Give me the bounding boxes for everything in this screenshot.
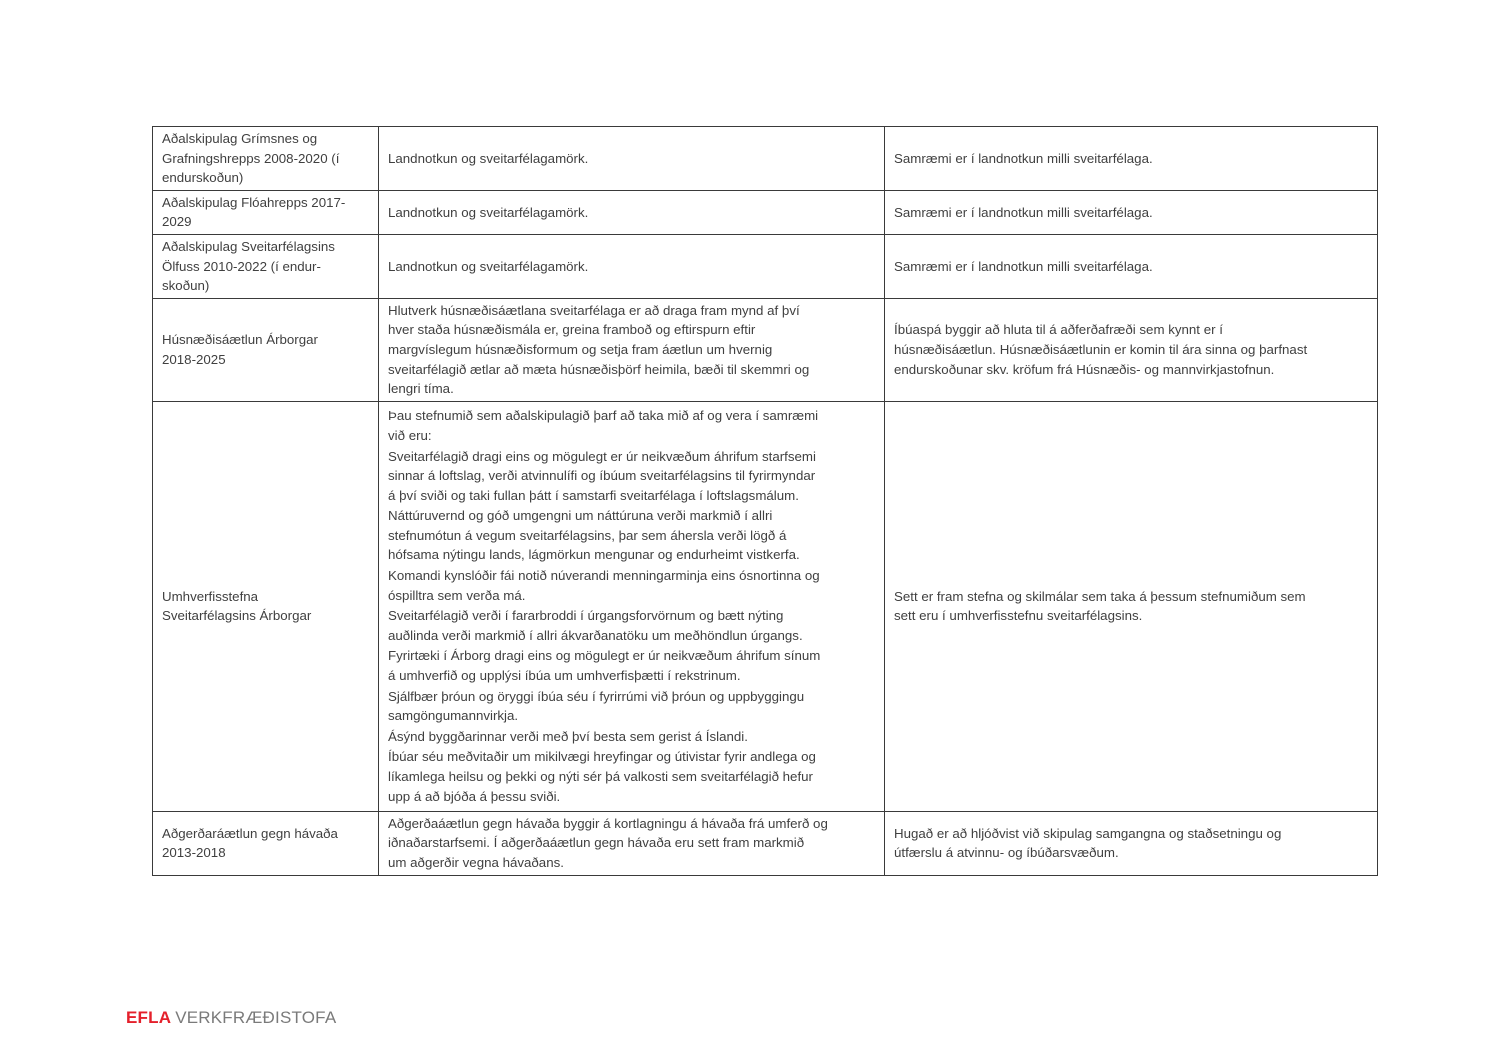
table-row bbox=[153, 811, 1378, 875]
plan-name: Aðalskipulag Sveitarfélagsins Ölfuss 2010-2022 (í endur- skoðun) bbox=[162, 238, 335, 294]
plan-evaluation: Samræmi er í landnotkun milli sveitarfélaga. bbox=[894, 204, 1153, 220]
table-row bbox=[153, 234, 1378, 298]
plan-name: Aðalskipulag Flóahrepps 2017- 2029 bbox=[162, 194, 346, 230]
plan-content-cell bbox=[379, 234, 885, 298]
plan-content-paragraph: Sveitarfélagið dragi eins og mögulegt er úr neikvæðum áhrifum starfsemi sinnar á loftslag, verði atvinnulífi og íbúum sveitarfélagsins til fyrirmyndar á því sviði og taki fullan þátt í samstarfi sveitarfélaga í loftslagsmálum. bbox=[388, 448, 816, 503]
plan-name: Umhverfisstefna Sveitarfélagsins Árborgar bbox=[162, 588, 312, 624]
plan-content-paragraph: Komandi kynslóðir fái notið núverandi menningarminja eins ósnortinna og óspilltra sem verða má. bbox=[388, 568, 820, 603]
plan-content-cell bbox=[379, 298, 885, 401]
table-row bbox=[153, 401, 1378, 811]
plan-content-paragraph: Landnotkun og sveitarfélagamörk. bbox=[388, 204, 589, 220]
brand-subtitle: VERKFRÆÐISTOFA bbox=[175, 1008, 337, 1027]
plan-name-cell bbox=[153, 234, 379, 298]
plan-content-paragraph: Landnotkun og sveitarfélagamörk. bbox=[388, 258, 589, 274]
plan-content-paragraph: Náttúruvernd og góð umgengni um náttúruna verði markmið í allri stefnumótun á vegum sveitarfélagsins, þar sem áhersla verði lögð á hófsama nýtingu lands, lágmörkun mengunar og endurheimt vistkerfa. bbox=[388, 508, 800, 563]
plan-name-cell bbox=[153, 298, 379, 401]
plan-evaluation-cell bbox=[885, 298, 1378, 401]
company-logo bbox=[126, 1008, 336, 1028]
plan-content-paragraph: Ásýnd byggðarinnar verði með því besta sem gerist á Íslandi. bbox=[388, 728, 748, 744]
plan-evaluation: Samræmi er í landnotkun milli sveitarfélaga. bbox=[894, 150, 1153, 166]
plan-content-paragraph: Sjálfbær þróun og öryggi íbúa séu í fyrirrúmi við þróun og uppbyggingu samgöngumannvirkja. bbox=[388, 688, 805, 724]
plan-evaluation: Sett er fram stefna og skilmálar sem taka á þessum stefnumiðum sem sett eru í umhverfisstefnu sveitarfélagsins. bbox=[894, 588, 1306, 624]
plan-evaluation-cell bbox=[885, 811, 1378, 875]
plan-content-paragraph: Þau stefnumið sem aðalskipulagið þarf að taka mið af og vera í samræmi við eru: bbox=[388, 408, 819, 443]
plan-content-cell bbox=[379, 127, 885, 191]
plan-content-cell bbox=[379, 190, 885, 234]
plan-name: Aðalskipulag Grímsnes og Grafningshrepps 2008-2020 (í endurskoðun) bbox=[162, 131, 340, 186]
plan-evaluation-cell bbox=[885, 401, 1378, 811]
plan-content-paragraph: Aðgerðaáætlun gegn hávaða byggir á kortlagningu á hávaða frá umferð og iðnaðarstarfsemi. Í aðgerðaáætlun gegn hávaða eru sett fram markmið um aðgerðir vegna hávaðans. bbox=[388, 815, 828, 870]
plan-content-cell bbox=[379, 811, 885, 875]
plan-evaluation-cell bbox=[885, 190, 1378, 234]
plan-name: Aðgerðaráætlun gegn hávaða 2013-2018 bbox=[162, 825, 338, 861]
plan-content-paragraph: Hlutverk húsnæðisáætlana sveitarfélaga er að draga fram mynd af því hver staða húsnæðismála er, greina framboð og eftirspurn eftir margvíslegum húsnæðisformum og setja fram áætlun um hvernig sveitarfélagið ætlar að mæta húsnæðisþörf heimila, bæði til skemmri og lengri tíma. bbox=[388, 302, 810, 397]
plan-content-cell bbox=[379, 401, 885, 811]
plan-evaluation-cell bbox=[885, 127, 1378, 191]
plan-name-cell bbox=[153, 811, 379, 875]
plans-comparison-table bbox=[152, 126, 1378, 876]
plan-evaluation: Íbúaspá byggir að hluta til á aðferðafræði sem kynnt er í húsnæðisáætlun. Húsnæðisáætlunin er komin til ára sinna og þarfnast endurskoðunar skv. kröfum frá Húsnæðis- og mannvirkjastofnun. bbox=[894, 322, 1308, 377]
plan-content-paragraph: Íbúar séu meðvitaðir um mikilvægi hreyfingar og útivistar fyrir andlega og líkamlega heilsu og þekki og nýti sér þá valkosti sem sveitarfélagið hefur upp á að bjóða á þessu sviði. bbox=[388, 749, 816, 804]
plan-name: Húsnæðisáætlun Árborgar 2018-2025 bbox=[162, 332, 318, 367]
plan-name-cell bbox=[153, 190, 379, 234]
plan-content-paragraph: Fyrirtæki í Árborg dragi eins og mögulegt er úr neikvæðum áhrifum sínum á umhverfið og upplýsi íbúa um umhverfisþætti í rekstrinum. bbox=[388, 648, 821, 684]
brand-name: EFLA bbox=[126, 1008, 172, 1027]
plan-evaluation: Hugað er að hljóðvist við skipulag samgangna og staðsetningu og útfærslu á atvinnu- og íbúðarsvæðum. bbox=[894, 825, 1282, 861]
table-row bbox=[153, 190, 1378, 234]
table-row bbox=[153, 127, 1378, 191]
plan-content-paragraph: Landnotkun og sveitarfélagamörk. bbox=[388, 150, 589, 166]
plan-evaluation: Samræmi er í landnotkun milli sveitarfélaga. bbox=[894, 258, 1153, 274]
plan-content-paragraph: Sveitarfélagið verði í fararbroddi í úrgangsforvörnum og bætt nýting auðlinda verði markmið í allri ákvarðanatöku um meðhöndlun úrgangs. bbox=[388, 608, 803, 643]
table-row bbox=[153, 298, 1378, 401]
plan-evaluation-cell bbox=[885, 234, 1378, 298]
plan-name-cell bbox=[153, 401, 379, 811]
plan-name-cell bbox=[153, 127, 379, 191]
